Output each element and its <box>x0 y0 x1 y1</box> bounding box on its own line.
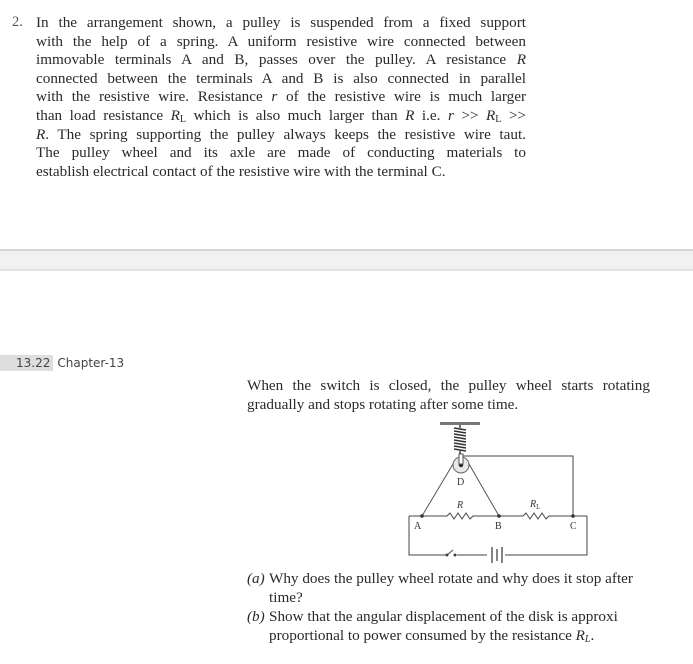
chapter-title: Chapter-13 <box>57 356 125 370</box>
terminal-a <box>420 514 424 518</box>
math-symbol: r <box>271 88 278 106</box>
label-rl-main: R <box>530 499 537 510</box>
label-rl-sub: L <box>536 503 541 511</box>
part-line: time? <box>269 588 303 606</box>
continuation-text <box>247 377 693 414</box>
subscript: L <box>495 113 502 125</box>
text: >> <box>453 106 486 124</box>
question-line <box>36 107 526 126</box>
text: . <box>590 626 595 644</box>
math-symbol: R <box>170 106 180 124</box>
circuit-diagram <box>395 418 595 568</box>
question-line <box>36 14 526 33</box>
math-symbol: R <box>575 626 585 644</box>
resistor-r <box>447 513 475 519</box>
resistor-rl <box>523 513 551 519</box>
page-divider <box>0 249 693 271</box>
part-label: (a) <box>247 570 265 587</box>
text: i.e. <box>414 106 448 124</box>
text: The pulley wheel and its axle are made of conducting materials to <box>36 144 526 162</box>
text: which is also much larger than <box>186 106 406 124</box>
text: . The spring supporting the pulley always keeps the resistive wire taut. <box>45 125 526 143</box>
part-label: (b) <box>247 608 265 626</box>
question-parts <box>247 570 693 646</box>
part-line <box>269 627 693 646</box>
subscript: L <box>179 113 187 125</box>
question-line <box>36 70 526 89</box>
label-a: A <box>414 521 422 532</box>
math-symbol: r <box>447 106 454 124</box>
text-line: When the switch is closed, the pulley wheel starts rotating <box>247 377 650 394</box>
question-line <box>36 126 526 145</box>
page-number: 13.22 <box>0 355 53 371</box>
chapter-header <box>0 355 124 371</box>
text: with the resistive wire. Resistance <box>36 88 272 106</box>
text: with the help of a spring. A uniform resistive wire connected between <box>36 32 526 50</box>
spring-icon <box>454 425 466 456</box>
battery-icon <box>492 547 502 563</box>
subscript: L <box>584 633 591 645</box>
question-line <box>36 51 526 70</box>
question-line <box>36 144 526 163</box>
question-line <box>36 88 526 107</box>
label-c: C <box>570 521 577 532</box>
part-line: Show that the angular displacement of the disk is approxi <box>269 608 618 626</box>
text: of the resistive wire is much larger <box>277 88 527 106</box>
text: immovable terminals A and B, passes over the pulley. A resistance <box>36 51 517 69</box>
part-a <box>247 570 693 607</box>
math-symbol: R <box>36 125 46 143</box>
part-line: Why does the pulley wheel rotate and why does it stop after <box>269 570 633 587</box>
question-text <box>36 14 526 181</box>
terminal-c <box>571 514 575 518</box>
text: >> <box>501 106 526 124</box>
label-b: B <box>495 521 502 532</box>
terminal-b <box>497 514 501 518</box>
question-line <box>36 163 526 182</box>
math-symbol: R <box>516 51 526 69</box>
text-line: gradually and stops rotating after some time. <box>247 395 519 413</box>
math-symbol: R <box>485 106 496 124</box>
question-line <box>36 33 526 52</box>
label-r: R <box>457 500 464 511</box>
text: connected between the terminals A and B is also connected in parallel <box>36 69 526 87</box>
label-rl <box>529 499 540 511</box>
question-number: 2. <box>12 14 23 30</box>
math-symbol: R <box>405 106 415 124</box>
ceiling-support <box>440 422 480 425</box>
wire-to-c <box>463 456 573 516</box>
label-d: D <box>457 477 465 488</box>
part-b <box>247 608 693 645</box>
text: establish electrical contact of the resistive wire with the terminal C. <box>36 162 446 180</box>
text: proportional to power consumed by the resistance <box>269 626 576 644</box>
text: In the arrangement shown, a pulley is suspended from a fixed support <box>36 14 526 31</box>
text: than load resistance <box>36 106 171 124</box>
